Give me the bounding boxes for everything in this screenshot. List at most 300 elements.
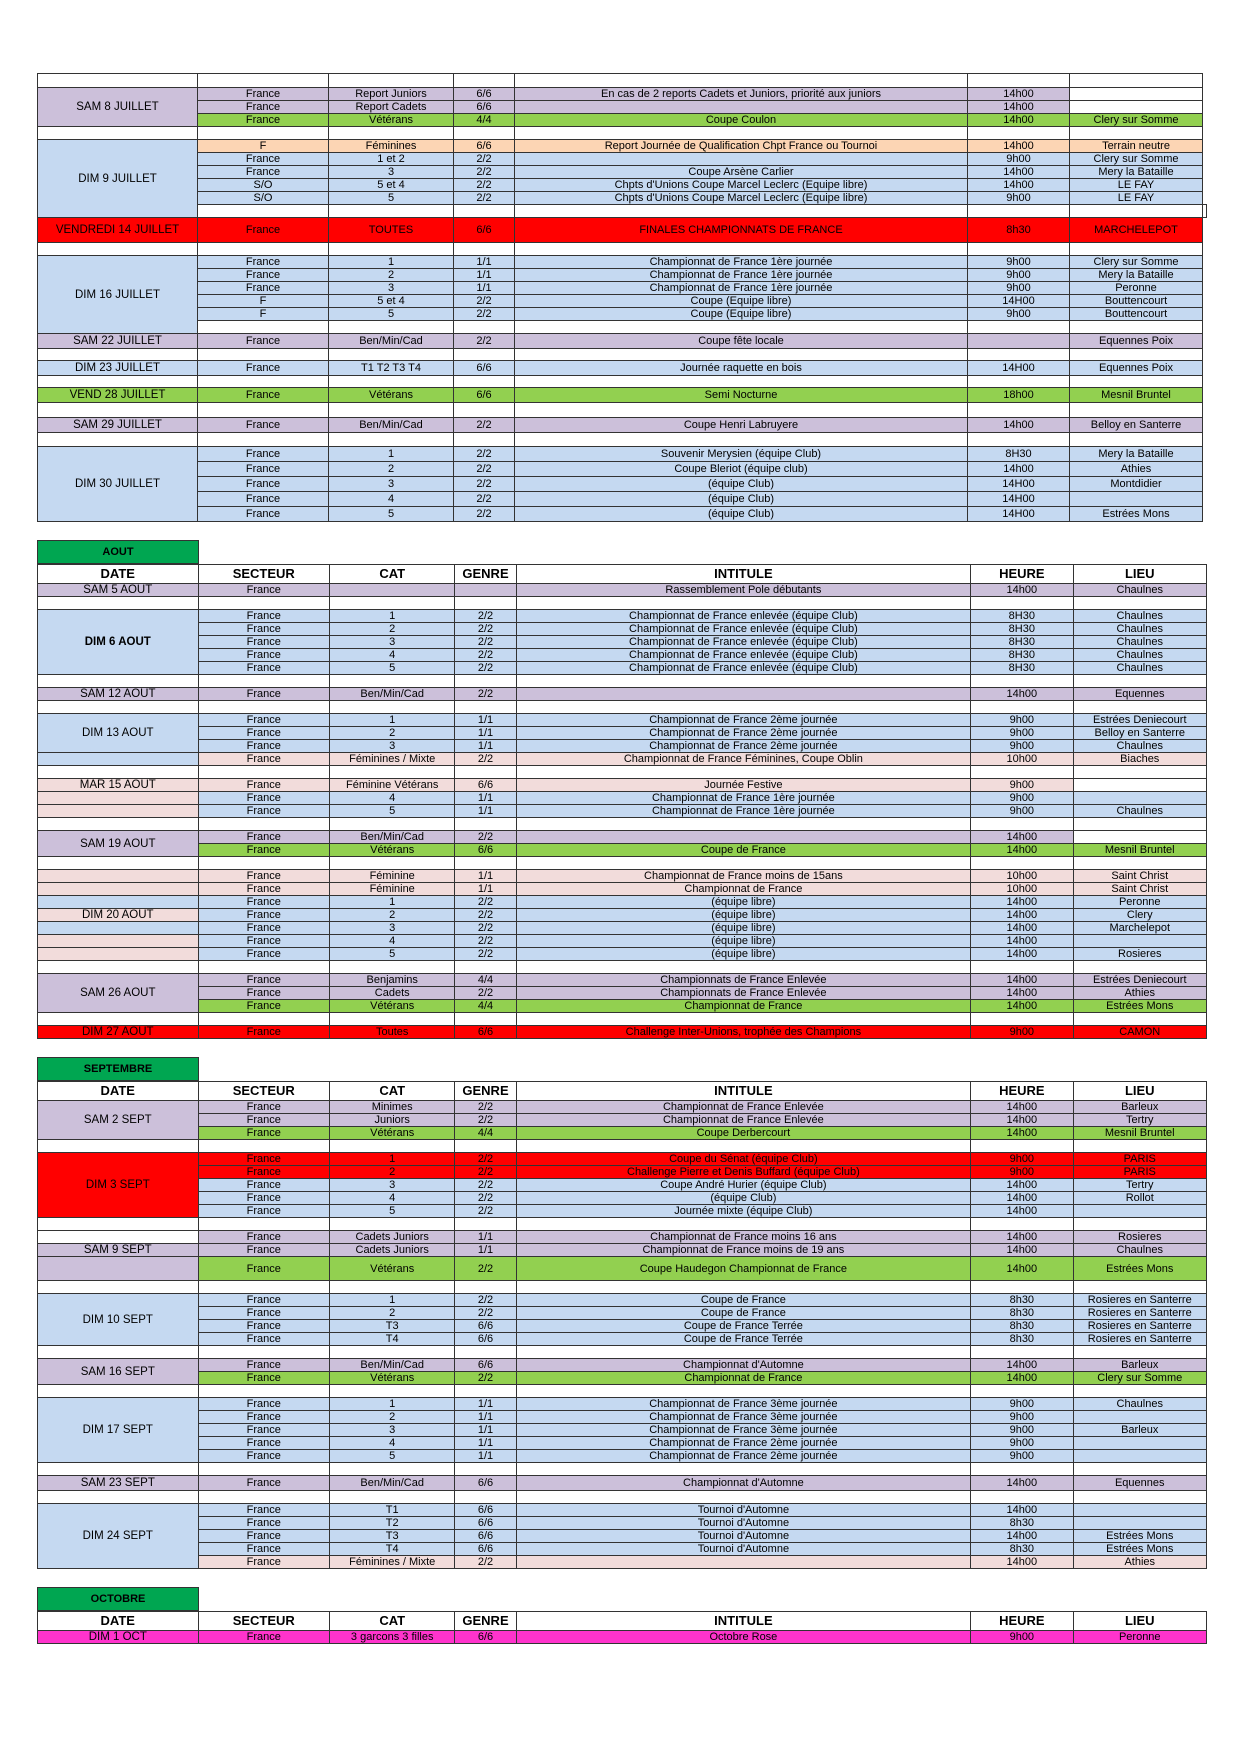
lieu-cell: Estrées Mons: [1070, 507, 1203, 522]
schedule-row: [38, 1530, 1207, 1543]
schedule-row: [38, 447, 1207, 462]
lieu-cell: Saint Christ: [1073, 870, 1207, 883]
date-cell: [38, 127, 198, 140]
column-header-heure: HEURE: [971, 565, 1073, 584]
lieu-cell: [1073, 1218, 1207, 1231]
column-header-cat: CAT: [329, 1082, 454, 1101]
cat-cell: 5: [329, 662, 454, 675]
schedule-row: [38, 1543, 1207, 1556]
secteur-cell: France: [198, 1411, 329, 1424]
schedule-row: [38, 256, 1207, 269]
cat-cell: [329, 403, 454, 418]
date-cell: [38, 675, 199, 688]
secteur-cell: France: [198, 1257, 329, 1281]
heure-cell: 14h00: [971, 1257, 1073, 1281]
date-cell: [38, 597, 199, 610]
cat-cell: Féminines: [329, 140, 454, 153]
cat-cell: [329, 1385, 454, 1398]
intitule-cell: Coupe du Sénat (équipe Club): [516, 1153, 971, 1166]
heure-cell: 9h00: [971, 1026, 1073, 1039]
intitule-cell: Championnat de France enlevée (équipe Club): [516, 649, 971, 662]
intitule-cell: Championnat de France: [516, 1000, 971, 1013]
lieu-cell: Barleux: [1073, 1424, 1207, 1437]
cat-cell: 1: [329, 256, 454, 269]
date-cell: [38, 1491, 199, 1504]
lieu-cell: Estrées Deniecourt: [1073, 714, 1207, 727]
secteur-cell: France: [198, 779, 329, 792]
intitule-cell: Championnat de France Féminines, Coupe Oblin: [516, 753, 971, 766]
schedule-row: [38, 1153, 1207, 1166]
cat-cell: 5: [329, 192, 454, 205]
intitule-cell: Championnat de France 1ère journée: [515, 282, 968, 295]
secteur-cell: [198, 675, 329, 688]
cat-cell: [329, 321, 454, 334]
genre-cell: [455, 857, 516, 870]
lieu-cell: [1070, 433, 1203, 447]
date-cell: [198, 205, 329, 218]
date-cell: [38, 818, 199, 831]
intitule-cell: [516, 831, 971, 844]
intitule-cell: Championnat de France moins de 19 ans: [516, 1244, 971, 1257]
cat-cell: 5: [329, 948, 454, 961]
heure-cell: 9h00: [971, 740, 1073, 753]
date-cell: [38, 896, 199, 909]
cat-cell: T2: [329, 1517, 454, 1530]
intitule-cell: Championnats de France Enlevée: [516, 987, 971, 1000]
secteur-cell: France: [198, 1127, 329, 1140]
lieu-cell: [1073, 961, 1207, 974]
heure-cell: [968, 127, 1070, 140]
secteur-cell: France: [198, 114, 329, 127]
heure-cell: 14h00: [971, 1000, 1073, 1013]
schedule-row: [38, 153, 1207, 166]
genre-cell: 6/6: [455, 1504, 516, 1517]
date-cell: [38, 1231, 199, 1244]
schedule-row: [38, 269, 1207, 282]
intitule-cell: Challenge Pierre et Denis Buffard (équipe Club): [516, 1166, 971, 1179]
secteur-cell: [198, 243, 329, 256]
genre-cell: [454, 403, 515, 418]
secteur-cell: France: [198, 1359, 329, 1372]
schedule-row: [38, 388, 1207, 403]
cat-cell: Féminine Vétérans: [329, 779, 454, 792]
intitule-cell: [515, 243, 968, 256]
heure-cell: 14h00: [971, 935, 1073, 948]
lieu-cell: Montdidier: [1070, 477, 1203, 492]
secteur-cell: France: [198, 418, 329, 433]
intitule-cell: Journée raquette en bois: [515, 361, 968, 376]
column-header-row: [38, 565, 1207, 584]
cat-cell: T1 T2 T3 T4: [329, 361, 454, 376]
date-cell: SAM 8 JUILLET: [38, 88, 198, 127]
spacer-row: [38, 127, 1207, 140]
schedule-row: [38, 1166, 1207, 1179]
date-cell: SAM 5 AOUT: [38, 584, 199, 597]
intitule-cell: [516, 1385, 971, 1398]
schedule-row: [38, 662, 1207, 675]
intitule-cell: [515, 403, 968, 418]
secteur-cell: France: [198, 361, 329, 376]
lieu-cell: Mesnil Bruntel: [1073, 844, 1207, 857]
column-header-heure: HEURE: [971, 1082, 1073, 1101]
heure-cell: [971, 857, 1073, 870]
lieu-cell: Biaches: [1073, 753, 1207, 766]
date-cell: DIM 24 SEPT: [38, 1504, 199, 1569]
column-header-cat: CAT: [329, 1612, 454, 1631]
lieu-cell: Chaulnes: [1073, 584, 1207, 597]
lieu-cell: [1073, 1463, 1207, 1476]
lieu-cell: Chaulnes: [1073, 610, 1207, 623]
genre-cell: 2/2: [455, 1556, 516, 1569]
date-cell: [38, 948, 199, 961]
intitule-cell: Journée Festive: [516, 779, 971, 792]
cat-cell: Ben/Min/Cad: [329, 1359, 454, 1372]
lieu-cell: Equennes: [1073, 688, 1207, 701]
cat-cell: [329, 766, 454, 779]
schedule-row: [38, 507, 1207, 522]
intitule-cell: Championnat de France Enlevée: [516, 1101, 971, 1114]
schedule-row: [38, 1294, 1207, 1307]
genre-cell: 2/2: [455, 649, 516, 662]
heure-cell: [968, 74, 1070, 88]
genre-cell: 6/6: [454, 388, 515, 403]
genre-cell: 1/1: [455, 805, 516, 818]
month-label: OCTOBRE: [37, 1587, 199, 1611]
intitule-cell: (équipe libre): [516, 935, 971, 948]
genre-cell: 1/1: [455, 1437, 516, 1450]
intitule-cell: Championnat de France 2ème journée: [516, 740, 971, 753]
heure-cell: 14H00: [968, 295, 1070, 308]
cat-cell: [329, 1013, 454, 1026]
heure-cell: 9h00: [968, 282, 1070, 295]
genre-cell: [455, 584, 516, 597]
secteur-cell: France: [198, 1424, 329, 1437]
secteur-cell: France: [198, 1437, 329, 1450]
genre-cell: 2/2: [455, 1257, 516, 1281]
genre-cell: 2/2: [455, 948, 516, 961]
cat-cell: [329, 675, 454, 688]
lieu-cell: Terrain neutre: [1070, 140, 1203, 153]
cat-cell: Féminine: [329, 883, 454, 896]
lieu-cell: [1070, 88, 1203, 101]
intitule-cell: [516, 818, 971, 831]
section-gap: [37, 1039, 1207, 1057]
lieu-cell: [1073, 766, 1207, 779]
lieu-cell: Tertry: [1073, 1179, 1207, 1192]
spacer-row: [38, 1013, 1207, 1026]
intitule-cell: [516, 961, 971, 974]
schedule-row: [38, 610, 1207, 623]
schedule-row: [38, 870, 1207, 883]
genre-cell: 2/2: [454, 462, 515, 477]
cat-cell: 3: [329, 282, 454, 295]
secteur-cell: France: [198, 447, 329, 462]
heure-cell: 9h00: [971, 1631, 1073, 1644]
secteur-cell: France: [198, 1504, 329, 1517]
intitule-cell: Chpts d'Unions Coupe Marcel Leclerc (Equipe libre): [515, 192, 968, 205]
cat-cell: [329, 243, 454, 256]
genre-cell: [454, 433, 515, 447]
intitule-cell: [515, 433, 968, 447]
heure-cell: 14h00: [971, 1114, 1073, 1127]
column-header-genre: GENRE: [455, 565, 516, 584]
secteur-cell: France: [198, 753, 329, 766]
secteur-cell: France: [198, 334, 329, 349]
lieu-cell: Clery sur Somme: [1070, 256, 1203, 269]
schedule-row: [38, 1205, 1207, 1218]
date-cell: SAM 9 SEPT: [38, 1244, 199, 1257]
intitule-cell: Championnat de France 3ème journée: [516, 1411, 971, 1424]
lieu-cell: [1203, 205, 1207, 218]
lieu-cell: Athies: [1073, 1556, 1207, 1569]
intitule-cell: Rassemblement Pole débutants: [516, 584, 971, 597]
lieu-cell: [1070, 492, 1203, 507]
heure-cell: 9h00: [971, 714, 1073, 727]
heure-cell: [968, 349, 1070, 361]
genre-cell: [454, 376, 515, 388]
genre-cell: 2/2: [455, 896, 516, 909]
cat-cell: [329, 127, 454, 140]
schedule-row: [38, 140, 1207, 153]
secteur-cell: France: [198, 462, 329, 477]
intitule-cell: [515, 127, 968, 140]
genre-cell: 2/2: [454, 295, 515, 308]
heure-cell: [968, 321, 1070, 334]
secteur-cell: France: [198, 935, 329, 948]
lieu-cell: Rosieres en Santerre: [1073, 1320, 1207, 1333]
column-header-date: DATE: [38, 1612, 199, 1631]
lieu-cell: [1073, 1517, 1207, 1530]
cat-cell: Minimes: [329, 1101, 454, 1114]
genre-cell: 2/2: [455, 610, 516, 623]
cat-cell: 3: [329, 1179, 454, 1192]
genre-cell: [454, 127, 515, 140]
secteur-cell: France: [198, 896, 329, 909]
genre-cell: 1/1: [455, 1411, 516, 1424]
cat-cell: 3: [329, 1424, 454, 1437]
cat-cell: 1: [329, 610, 454, 623]
cat-cell: T3: [329, 1320, 454, 1333]
lieu-cell: CAMON: [1073, 1026, 1207, 1039]
intitule-cell: Championnat de France: [516, 1372, 971, 1385]
schedule-row: [38, 753, 1207, 766]
lieu-cell: Mery la Bataille: [1070, 269, 1203, 282]
schedule-row: [38, 1631, 1207, 1644]
secteur-cell: France: [198, 844, 329, 857]
genre-cell: 2/2: [455, 831, 516, 844]
heure-cell: 14h00: [971, 1372, 1073, 1385]
genre-cell: 2/2: [454, 447, 515, 462]
genre-cell: 4/4: [454, 114, 515, 127]
genre-cell: 2/2: [454, 153, 515, 166]
cat-cell: Ben/Min/Cad: [329, 418, 454, 433]
column-header-genre: GENRE: [455, 1082, 516, 1101]
intitule-cell: Championnat de France 3ème journée: [516, 1398, 971, 1411]
intitule-cell: Championnat de France enlevée (équipe Club): [516, 623, 971, 636]
cat-cell: 1: [329, 714, 454, 727]
genre-cell: 2/2: [455, 1192, 516, 1205]
heure-cell: 8H30: [971, 636, 1073, 649]
heure-cell: [971, 1491, 1073, 1504]
secteur-cell: [198, 701, 329, 714]
lieu-cell: [1073, 857, 1207, 870]
cat-cell: [329, 376, 454, 388]
schedule-row: [38, 1231, 1207, 1244]
cat-cell: 5 et 4: [329, 295, 454, 308]
cat-cell: 2: [329, 909, 454, 922]
schedule-row: [38, 1424, 1207, 1437]
column-header-lieu: LIEU: [1073, 1612, 1207, 1631]
schedule-row: [38, 727, 1207, 740]
schedule-row: [38, 1504, 1207, 1517]
heure-cell: 9h00: [971, 1398, 1073, 1411]
schedule-row: [38, 418, 1207, 433]
schedule-row: [38, 1320, 1207, 1333]
secteur-cell: S/O: [198, 192, 329, 205]
genre-cell: [454, 349, 515, 361]
lieu-cell: [1073, 597, 1207, 610]
heure-cell: 9h00: [968, 269, 1070, 282]
secteur-cell: S/O: [198, 179, 329, 192]
spacer-row: [38, 243, 1207, 256]
secteur-cell: France: [198, 1000, 329, 1013]
genre-cell: 2/2: [454, 418, 515, 433]
date-cell: MAR 15 AOUT: [38, 779, 199, 792]
date-cell: [38, 1463, 199, 1476]
heure-cell: 14h00: [971, 1244, 1073, 1257]
genre-cell: [454, 243, 515, 256]
cat-cell: 3: [329, 166, 454, 179]
intitule-cell: [968, 205, 1070, 218]
lieu-cell: [1073, 1385, 1207, 1398]
date-cell: [38, 1346, 199, 1359]
cat-cell: 2: [329, 269, 454, 282]
cat-cell: [329, 597, 454, 610]
lieu-cell: Clery sur Somme: [1070, 153, 1203, 166]
schedule-row: [38, 1437, 1207, 1450]
column-header-secteur: SECTEUR: [198, 1082, 329, 1101]
intitule-cell: Championnat de France enlevée (équipe Club): [516, 662, 971, 675]
intitule-cell: [515, 153, 968, 166]
heure-cell: 8H30: [971, 662, 1073, 675]
heure-cell: 9h00: [971, 805, 1073, 818]
heure-cell: 8h30: [971, 1307, 1073, 1320]
genre-cell: 2/2: [455, 688, 516, 701]
heure-cell: 8h30: [971, 1517, 1073, 1530]
lieu-cell: Mery la Bataille: [1070, 447, 1203, 462]
cat-cell: [329, 349, 454, 361]
schedule-row: [38, 1127, 1207, 1140]
heure-cell: 14H00: [968, 507, 1070, 522]
secteur-cell: [198, 376, 329, 388]
genre-cell: 6/6: [455, 1530, 516, 1543]
cat-cell: Vétérans: [329, 844, 454, 857]
secteur-cell: France: [198, 153, 329, 166]
lieu-cell: Barleux: [1073, 1101, 1207, 1114]
intitule-cell: Championnat de France 3ème journée: [516, 1424, 971, 1437]
heure-cell: 9h00: [971, 727, 1073, 740]
schedule-row: [38, 1244, 1207, 1257]
lieu-cell: Rosieres: [1073, 948, 1207, 961]
intitule-cell: (équipe libre): [516, 896, 971, 909]
heure-cell: 14H00: [968, 361, 1070, 376]
lieu-cell: Chaulnes: [1073, 1398, 1207, 1411]
column-header-intitule: INTITULE: [516, 1612, 971, 1631]
date-cell: DIM 17 SEPT: [38, 1398, 199, 1463]
schedule-row: [38, 584, 1207, 597]
genre-cell: 1/1: [455, 883, 516, 896]
spacer-row: [38, 205, 1207, 218]
genre-cell: 6/6: [455, 779, 516, 792]
heure-cell: 8h30: [971, 1543, 1073, 1556]
spacer-row: [38, 1346, 1207, 1359]
lieu-cell: [1073, 792, 1207, 805]
lieu-cell: Estrées Mons: [1073, 1543, 1207, 1556]
intitule-cell: [515, 101, 968, 114]
schedule-row: [38, 922, 1207, 935]
heure-cell: [968, 243, 1070, 256]
lieu-cell: [1070, 101, 1203, 114]
heure-cell: 14h00: [971, 1127, 1073, 1140]
heure-cell: [971, 701, 1073, 714]
lieu-cell: [1073, 1491, 1207, 1504]
secteur-cell: France: [198, 883, 329, 896]
heure-cell: 9h00: [971, 779, 1073, 792]
schedule-row: [38, 218, 1207, 243]
cat-cell: Féminine: [329, 870, 454, 883]
date-cell: [38, 1257, 199, 1281]
date-cell: DIM 30 JUILLET: [38, 447, 198, 522]
cat-cell: [329, 433, 454, 447]
cat-cell: 1: [329, 1294, 454, 1307]
intitule-cell: [516, 1346, 971, 1359]
secteur-cell: [198, 321, 329, 334]
date-cell: [38, 792, 199, 805]
intitule-cell: Challenge Inter-Unions, trophée des Champions: [516, 1026, 971, 1039]
cat-cell: Vétérans: [329, 1000, 454, 1013]
genre-cell: 6/6: [455, 1333, 516, 1346]
column-header-cat: CAT: [329, 565, 454, 584]
genre-cell: [455, 1218, 516, 1231]
secteur-cell: [198, 961, 329, 974]
genre-cell: [454, 321, 515, 334]
lieu-cell: Peronne: [1073, 1631, 1207, 1644]
date-cell: [38, 433, 198, 447]
schedule-row: [38, 101, 1207, 114]
lieu-cell: [1073, 818, 1207, 831]
column-header-secteur: SECTEUR: [198, 565, 329, 584]
section-gap: [37, 522, 1207, 540]
lieu-cell: [1073, 1281, 1207, 1294]
cat-cell: 4: [329, 1437, 454, 1450]
secteur-cell: France: [198, 1166, 329, 1179]
heure-cell: 14h00: [971, 1530, 1073, 1543]
secteur-cell: France: [198, 714, 329, 727]
intitule-cell: Journée mixte (équipe Club): [516, 1205, 971, 1218]
heure-cell: [968, 403, 1070, 418]
secteur-cell: [198, 1491, 329, 1504]
date-cell: VEND 28 JUILLET: [38, 388, 198, 403]
heure-cell: 14H00: [968, 492, 1070, 507]
intitule-cell: [515, 349, 968, 361]
heure-cell: 14h00: [971, 909, 1073, 922]
date-cell: [38, 243, 198, 256]
schedule-row: [38, 636, 1207, 649]
cat-cell: Vétérans: [329, 1257, 454, 1281]
cat-cell: 5 et 4: [329, 179, 454, 192]
cat-cell: Cadets: [329, 987, 454, 1000]
genre-cell: 1/1: [455, 1398, 516, 1411]
